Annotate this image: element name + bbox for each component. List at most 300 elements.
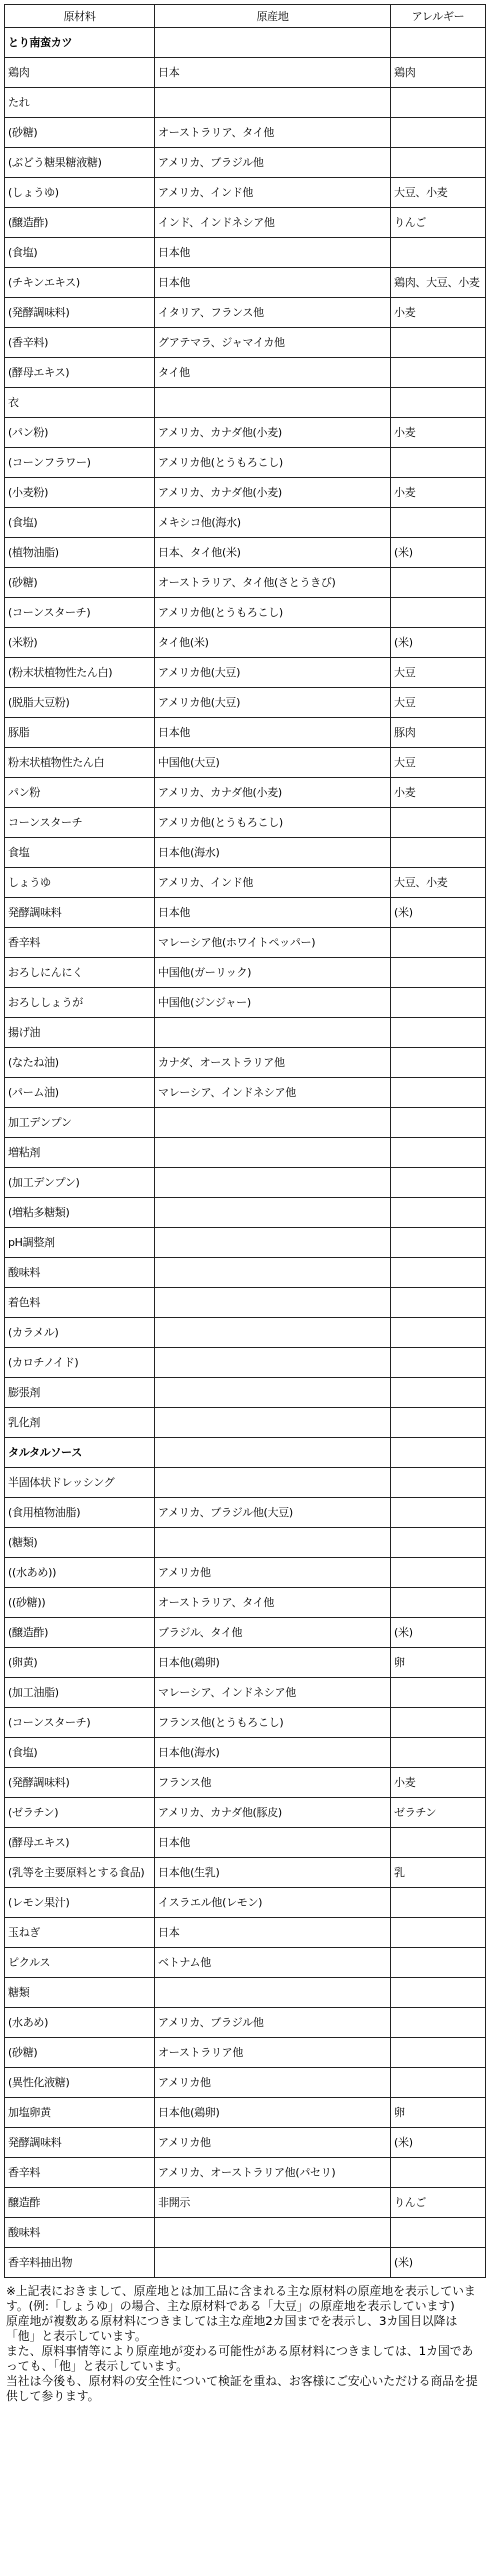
table-row [5,1798,486,1828]
table-row [5,1138,486,1168]
cell-ingredient: (酵母エキス) [5,1828,155,1858]
table-header-row [5,5,486,28]
cell-allergen [391,1198,486,1228]
table-row [5,2188,486,2218]
cell-ingredient: 玉ねぎ [5,1918,155,1948]
cell-allergen [391,958,486,988]
cell-allergen: (米) [391,628,486,658]
footnotes [4,2284,484,2404]
cell-origin: 日本他(鶏卵) [155,2098,391,2128]
table-row [5,508,486,538]
cell-ingredient: (香辛料) [5,328,155,358]
cell-ingredient: 衣 [5,388,155,418]
table-row [5,1348,486,1378]
cell-origin: 日本、タイ他(米) [155,538,391,568]
cell-allergen: 大豆、小麦 [391,868,486,898]
cell-ingredient: (脱脂大豆粉) [5,688,155,718]
cell-allergen [391,358,486,388]
cell-ingredient: (カラメル) [5,1318,155,1348]
cell-origin: アメリカ他(とうもろこし) [155,808,391,838]
cell-origin: タイ他 [155,358,391,388]
cell-origin: カナダ、オーストラリア他 [155,1048,391,1078]
cell-origin: イタリア、フランス他 [155,298,391,328]
cell-origin: フランス他 [155,1768,391,1798]
table-row [5,868,486,898]
table-row [5,778,486,808]
table-row [5,628,486,658]
cell-allergen [391,1828,486,1858]
cell-allergen: (米) [391,1618,486,1648]
cell-origin: オーストラリア、タイ他(さとうきび) [155,568,391,598]
cell-origin: フランス他(とうもろこし) [155,1708,391,1738]
cell-ingredient: (食用植物油脂) [5,1498,155,1528]
cell-ingredient: (粉末状植物性たん白) [5,658,155,688]
footnote-two-countries: 原産地が複数ある原材料につきましては主な産地2カ国までを表示し、3カ国目以降は「他」と表示しています。 [6,2314,458,2343]
cell-allergen [391,1138,486,1168]
cell-origin: ベトナム他 [155,1948,391,1978]
cell-ingredient: (小麦粉) [5,478,155,508]
cell-origin: 日本他(鶏卵) [155,1648,391,1678]
table-row [5,718,486,748]
cell-allergen [391,1168,486,1198]
cell-origin: オーストラリア他 [155,2038,391,2068]
cell-ingredient: しょうゆ [5,868,155,898]
cell-allergen [391,88,486,118]
table-row [5,88,486,118]
table-row [5,358,486,388]
cell-origin [155,1288,391,1318]
cell-allergen [391,1558,486,1588]
cell-allergen: 大豆 [391,688,486,718]
cell-ingredient: 揚げ油 [5,1018,155,1048]
table-row [5,1708,486,1738]
table-row [5,58,486,88]
cell-ingredient: (乳等を主要原料とする食品) [5,1858,155,1888]
cell-origin: アメリカ他(とうもろこし) [155,598,391,628]
table-row [5,448,486,478]
cell-origin: タイ他(米) [155,628,391,658]
cell-ingredient: (増粘多糖類) [5,1198,155,1228]
table-row [5,1048,486,1078]
cell-ingredient: 膨張剤 [5,1378,155,1408]
cell-ingredient: ((砂糖)) [5,1588,155,1618]
cell-allergen: 小麦 [391,778,486,808]
cell-origin: 中国他(ジンジャー) [155,988,391,1018]
table-row [5,538,486,568]
table-row [5,298,486,328]
cell-allergen: 卵 [391,2098,486,2128]
cell-allergen: (米) [391,898,486,928]
cell-origin [155,88,391,118]
cell-ingredient: 着色料 [5,1288,155,1318]
table-row [5,1648,486,1678]
cell-origin [155,1528,391,1558]
cell-origin: 日本他(海水) [155,1738,391,1768]
cell-ingredient: (ゼラチン) [5,1798,155,1828]
cell-ingredient: 増粘剤 [5,1138,155,1168]
cell-allergen [391,1528,486,1558]
table-row [5,118,486,148]
cell-ingredient: 発酵調味料 [5,898,155,928]
table-row [5,1168,486,1198]
cell-origin: アメリカ、カナダ他(小麦) [155,418,391,448]
cell-origin: アメリカ他 [155,2068,391,2098]
cell-ingredient: おろしにんにく [5,958,155,988]
cell-ingredient: ピクルス [5,1948,155,1978]
cell-origin: オーストラリア、タイ他 [155,1588,391,1618]
cell-allergen [391,808,486,838]
cell-allergen [391,1678,486,1708]
cell-origin: 日本 [155,58,391,88]
cell-ingredient: コーンスターチ [5,808,155,838]
cell-ingredient: (米粉) [5,628,155,658]
table-row [5,2098,486,2128]
cell-allergen [391,1378,486,1408]
cell-allergen [391,2158,486,2188]
table-row [5,658,486,688]
cell-ingredient: (ぶどう糖果糖液糖) [5,148,155,178]
footnote-other-label: また、原料事情等により原産地が変わる可能性がある原材料につきましては、1カ国であっても、「他」と表示しています。 [6,2344,474,2373]
table-row [5,898,486,928]
cell-origin: アメリカ、カナダ他(小麦) [155,478,391,508]
cell-allergen [391,328,486,358]
cell-ingredient: 乳化剤 [5,1408,155,1438]
cell-ingredient: (醸造酢) [5,208,155,238]
cell-ingredient: (食塩) [5,508,155,538]
table-row [5,2158,486,2188]
cell-allergen [391,988,486,1018]
cell-allergen: 小麦 [391,478,486,508]
table-row [5,2218,486,2248]
cell-allergen [391,28,486,58]
cell-allergen: (米) [391,2128,486,2158]
cell-ingredient: (植物油脂) [5,538,155,568]
table-row [5,988,486,1018]
table-row [5,1528,486,1558]
cell-origin [155,1408,391,1438]
cell-allergen: ゼラチン [391,1798,486,1828]
cell-ingredient: (チキンエキス) [5,268,155,298]
cell-ingredient: 食塩 [5,838,155,868]
cell-origin: マレーシア他(ホワイトペッパー) [155,928,391,958]
table-row [5,1228,486,1258]
table-row [5,478,486,508]
cell-origin: イスラエル他(レモン) [155,1888,391,1918]
cell-origin: 日本他 [155,268,391,298]
table-row [5,1948,486,1978]
table-row [5,238,486,268]
cell-ingredient: 発酵調味料 [5,2128,155,2158]
table-row [5,1768,486,1798]
cell-allergen [391,2038,486,2068]
cell-origin: オーストラリア、タイ他 [155,118,391,148]
cell-ingredient: ((水あめ)) [5,1558,155,1588]
cell-allergen: 大豆、小麦 [391,178,486,208]
cell-ingredient: pH調整剤 [5,1228,155,1258]
cell-allergen [391,2008,486,2038]
cell-origin: 非開示 [155,2188,391,2218]
cell-ingredient: 香辛料抽出物 [5,2248,155,2278]
table-row [5,268,486,298]
cell-ingredient: 加工デンプン [5,1108,155,1138]
table-row [5,1918,486,1948]
cell-origin [155,1318,391,1348]
cell-origin [155,2248,391,2278]
cell-origin: マレーシア、インドネシア他 [155,1078,391,1108]
cell-allergen [391,1978,486,2008]
cell-allergen: 小麦 [391,418,486,448]
cell-allergen [391,1468,486,1498]
cell-ingredient: とり南蛮カツ [5,28,155,58]
table-row [5,2008,486,2038]
table-body [5,28,486,2278]
table-row [5,178,486,208]
cell-ingredient: パン粉 [5,778,155,808]
cell-ingredient: (水あめ) [5,2008,155,2038]
table-row [5,1258,486,1288]
table-row [5,1738,486,1768]
cell-ingredient: (醸造酢) [5,1618,155,1648]
cell-allergen [391,508,486,538]
cell-origin: アメリカ他 [155,1558,391,1588]
table-row [5,388,486,418]
table-row [5,958,486,988]
cell-origin: ブラジル、タイ他 [155,1618,391,1648]
cell-ingredient: (コーンフラワー) [5,448,155,478]
cell-allergen [391,1588,486,1618]
cell-ingredient: (しょうゆ) [5,178,155,208]
cell-ingredient: 酸味料 [5,2218,155,2248]
cell-origin: 日本他(生乳) [155,1858,391,1888]
table-row [5,328,486,358]
cell-origin: アメリカ、ブラジル他 [155,148,391,178]
cell-allergen [391,1048,486,1078]
cell-ingredient: (異性化液糖) [5,2068,155,2098]
section-header-row [5,28,486,58]
cell-allergen [391,1438,486,1468]
cell-origin: アメリカ、ブラジル他(大豆) [155,1498,391,1528]
cell-origin [155,1438,391,1468]
cell-allergen [391,148,486,178]
table-row [5,2128,486,2158]
cell-ingredient: 糖類 [5,1978,155,2008]
cell-allergen: 乳 [391,1858,486,1888]
table-row [5,1828,486,1858]
cell-ingredient: 鶏肉 [5,58,155,88]
table-row [5,688,486,718]
cell-allergen [391,838,486,868]
cell-ingredient: (レモン果汁) [5,1888,155,1918]
cell-origin: アメリカ、カナダ他(小麦) [155,778,391,808]
cell-allergen: 鶏肉、大豆、小麦 [391,268,486,298]
table-row [5,1288,486,1318]
table-row [5,1018,486,1048]
cell-ingredient: たれ [5,88,155,118]
ingredient-table [4,4,486,2278]
table-row [5,748,486,778]
table-row [5,2038,486,2068]
cell-allergen [391,1498,486,1528]
cell-ingredient: (食塩) [5,1738,155,1768]
cell-allergen: (米) [391,538,486,568]
cell-origin [155,1378,391,1408]
cell-origin [155,2218,391,2248]
cell-origin: アメリカ他(大豆) [155,688,391,718]
cell-allergen [391,568,486,598]
cell-origin: アメリカ他(大豆) [155,658,391,688]
table-row [5,598,486,628]
cell-ingredient: (砂糖) [5,568,155,598]
cell-ingredient: 豚脂 [5,718,155,748]
cell-allergen: 小麦 [391,298,486,328]
cell-origin: グアテマラ、ジャマイカ他 [155,328,391,358]
cell-allergen: りんご [391,208,486,238]
cell-ingredient: 香辛料 [5,928,155,958]
cell-allergen [391,1738,486,1768]
cell-allergen [391,1408,486,1438]
cell-origin: 日本 [155,1918,391,1948]
table-row [5,418,486,448]
table-row [5,1588,486,1618]
cell-origin: メキシコ他(海水) [155,508,391,538]
cell-ingredient: 加塩卵黄 [5,2098,155,2128]
cell-ingredient: (発酵調味料) [5,298,155,328]
cell-origin: アメリカ、インド他 [155,868,391,898]
cell-allergen [391,1018,486,1048]
table-row [5,1888,486,1918]
cell-allergen: 大豆 [391,748,486,778]
cell-origin: アメリカ他 [155,2128,391,2158]
footnote-origin-definition: ※上記表におきまして、原産地とは加工品に含まれる主な原材料の原産地を表示しています。(例:「しょうゆ」の場合、主な原材料である「大豆」の原産地を表示しています) [6,2284,476,2313]
footnote-commitment: 当社は今後も、原材料の安全性について検証を重ね、お客様にご安心いただける商品を提供して参ります。 [6,2374,478,2403]
cell-allergen: (米) [391,2248,486,2278]
cell-origin [155,1228,391,1258]
cell-allergen [391,1288,486,1318]
cell-allergen [391,1918,486,1948]
cell-allergen [391,1228,486,1258]
cell-origin [155,1108,391,1138]
cell-allergen [391,598,486,628]
cell-ingredient: 粉末状植物性たん白 [5,748,155,778]
cell-allergen [391,388,486,418]
table-row [5,208,486,238]
cell-allergen: 卵 [391,1648,486,1678]
cell-allergen [391,1258,486,1288]
header-ingredient: 原材料 [5,5,155,28]
cell-origin [155,1138,391,1168]
table-row [5,1858,486,1888]
cell-ingredient: (パーム油) [5,1078,155,1108]
cell-allergen [391,118,486,148]
cell-allergen: 大豆 [391,658,486,688]
cell-origin: 日本他 [155,898,391,928]
table-row [5,1318,486,1348]
cell-origin: アメリカ、オーストラリア他(パセリ) [155,2158,391,2188]
cell-allergen [391,238,486,268]
cell-allergen: 小麦 [391,1768,486,1798]
cell-allergen: りんご [391,2188,486,2218]
cell-allergen [391,1948,486,1978]
cell-ingredient: (パン粉) [5,418,155,448]
cell-origin: アメリカ、カナダ他(豚皮) [155,1798,391,1828]
table-row [5,148,486,178]
cell-allergen [391,1348,486,1378]
cell-ingredient: (コーンスターチ) [5,1708,155,1738]
cell-ingredient: (加工油脂) [5,1678,155,1708]
cell-origin: 中国他(ガーリック) [155,958,391,988]
cell-ingredient: 半固体状ドレッシング [5,1468,155,1498]
cell-ingredient: (糖類) [5,1528,155,1558]
cell-ingredient: 酸味料 [5,1258,155,1288]
header-allergen: アレルギー [391,5,486,28]
cell-origin [155,28,391,58]
table-row [5,1408,486,1438]
table-row [5,1498,486,1528]
cell-origin [155,1018,391,1048]
cell-origin: 日本他 [155,238,391,268]
cell-ingredient: (なたね油) [5,1048,155,1078]
cell-origin: 中国他(大豆) [155,748,391,778]
cell-origin: インド、インドネシア他 [155,208,391,238]
cell-origin [155,1168,391,1198]
table-row [5,808,486,838]
header-origin: 原産地 [155,5,391,28]
cell-ingredient: 醸造酢 [5,2188,155,2218]
table-row [5,1108,486,1138]
cell-allergen [391,448,486,478]
cell-ingredient: (カロチノイド) [5,1348,155,1378]
table-row [5,1378,486,1408]
table-row [5,2248,486,2278]
cell-allergen [391,928,486,958]
allergen-origin-sheet [4,4,485,2404]
cell-ingredient: (食塩) [5,238,155,268]
table-row [5,1468,486,1498]
cell-origin [155,388,391,418]
cell-origin: 日本他 [155,718,391,748]
cell-ingredient: (砂糖) [5,118,155,148]
cell-origin: アメリカ、インド他 [155,178,391,208]
cell-ingredient: (加工デンプン) [5,1168,155,1198]
cell-allergen [391,1108,486,1138]
cell-origin: 日本他(海水) [155,838,391,868]
cell-allergen [391,1888,486,1918]
cell-ingredient: (砂糖) [5,2038,155,2068]
table-row [5,2068,486,2098]
cell-ingredient: (発酵調味料) [5,1768,155,1798]
cell-allergen [391,2068,486,2098]
cell-allergen [391,1318,486,1348]
table-row [5,1198,486,1228]
section-header-row [5,1438,486,1468]
table-row [5,838,486,868]
table-row [5,1078,486,1108]
cell-ingredient: タルタルソース [5,1438,155,1468]
cell-ingredient: 香辛料 [5,2158,155,2188]
table-row [5,1618,486,1648]
table-row [5,1558,486,1588]
cell-ingredient: (酵母エキス) [5,358,155,388]
cell-allergen: 豚肉 [391,718,486,748]
cell-origin [155,1198,391,1228]
cell-ingredient: (卵黄) [5,1648,155,1678]
table-row [5,928,486,958]
cell-origin [155,1258,391,1288]
table-row [5,568,486,598]
cell-origin [155,1348,391,1378]
cell-ingredient: (コーンスターチ) [5,598,155,628]
cell-allergen: 鶏肉 [391,58,486,88]
